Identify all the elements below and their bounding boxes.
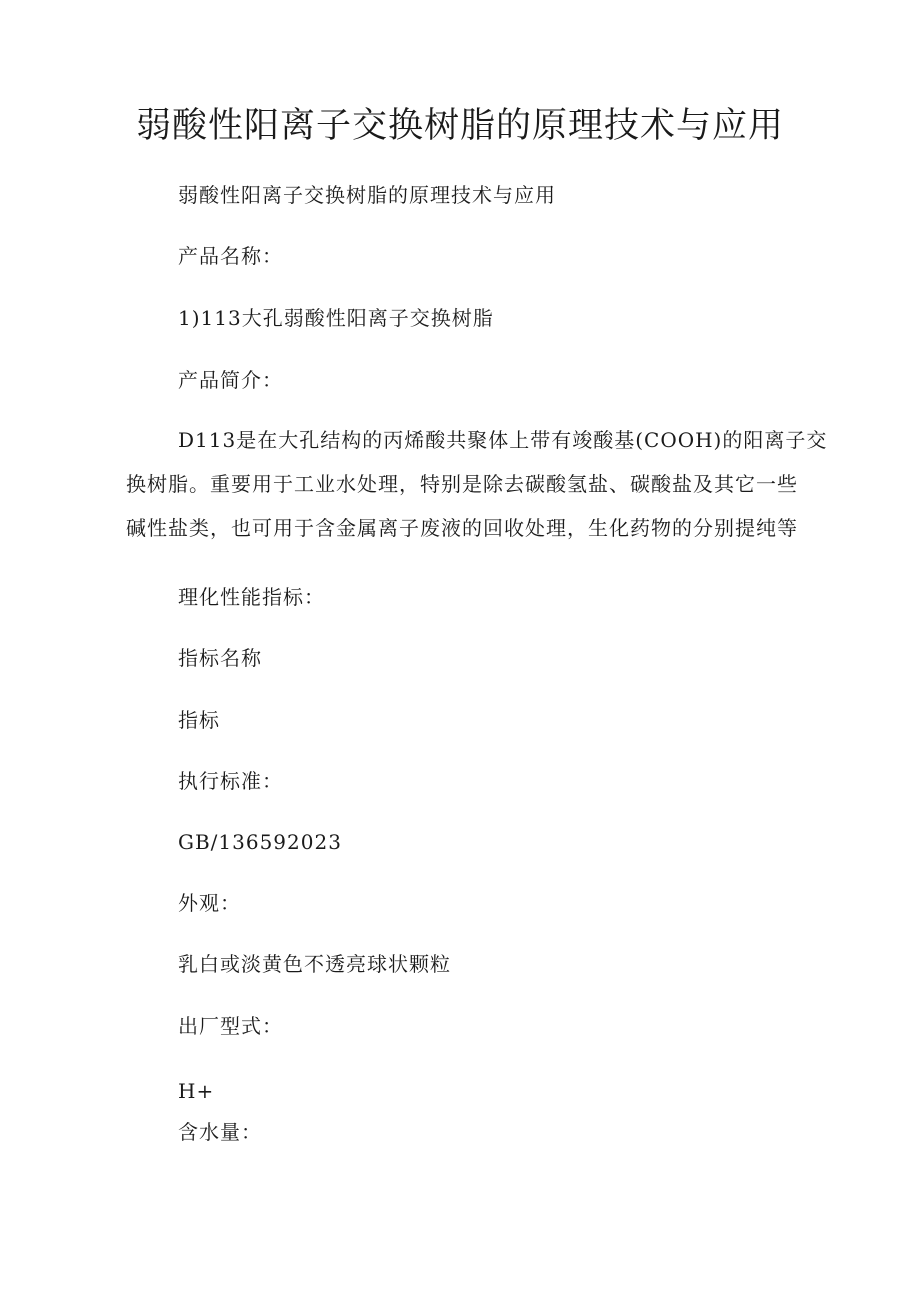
- appearance-value: 乳白或淡黄色不透亮球状颗粒: [178, 952, 451, 976]
- intro-line: 碱性盐类，也可用于含金属离子废液的回收处理，生化药物的分别提纯等: [126, 516, 798, 540]
- specs-label: 理化性能指标：: [178, 585, 325, 609]
- form-label: 出厂型式：: [178, 1014, 283, 1038]
- standard-value: GB/136592023: [178, 830, 342, 854]
- product-name-label: 产品名称：: [178, 244, 283, 268]
- intro-line: 换树脂。重要用于工业水处理，特别是除去碳酸氢盐、碳酸盐及其它一些: [126, 472, 798, 496]
- spec-name-header: 指标名称: [178, 646, 262, 670]
- form-value: H+: [178, 1079, 215, 1103]
- document-title: 弱酸性阳离子交换树脂的原理技术与应用: [135, 106, 784, 146]
- intro-paragraph: [126, 418, 828, 550]
- intro-line: D113是在大孔结构的丙烯酸共聚体上带有竣酸基(COOH)的阳离子交: [178, 428, 828, 452]
- water-content-label: 含水量：: [178, 1120, 262, 1144]
- spec-value-header: 指标: [178, 708, 220, 732]
- product-name: 1)113大孔弱酸性阳离子交换树脂: [178, 306, 494, 330]
- standard-label: 执行标准：: [178, 769, 283, 793]
- document-subtitle: 弱酸性阳离子交换树脂的原理技术与应用: [178, 183, 556, 207]
- appearance-label: 外观：: [178, 891, 241, 915]
- intro-label: 产品简介：: [178, 368, 283, 392]
